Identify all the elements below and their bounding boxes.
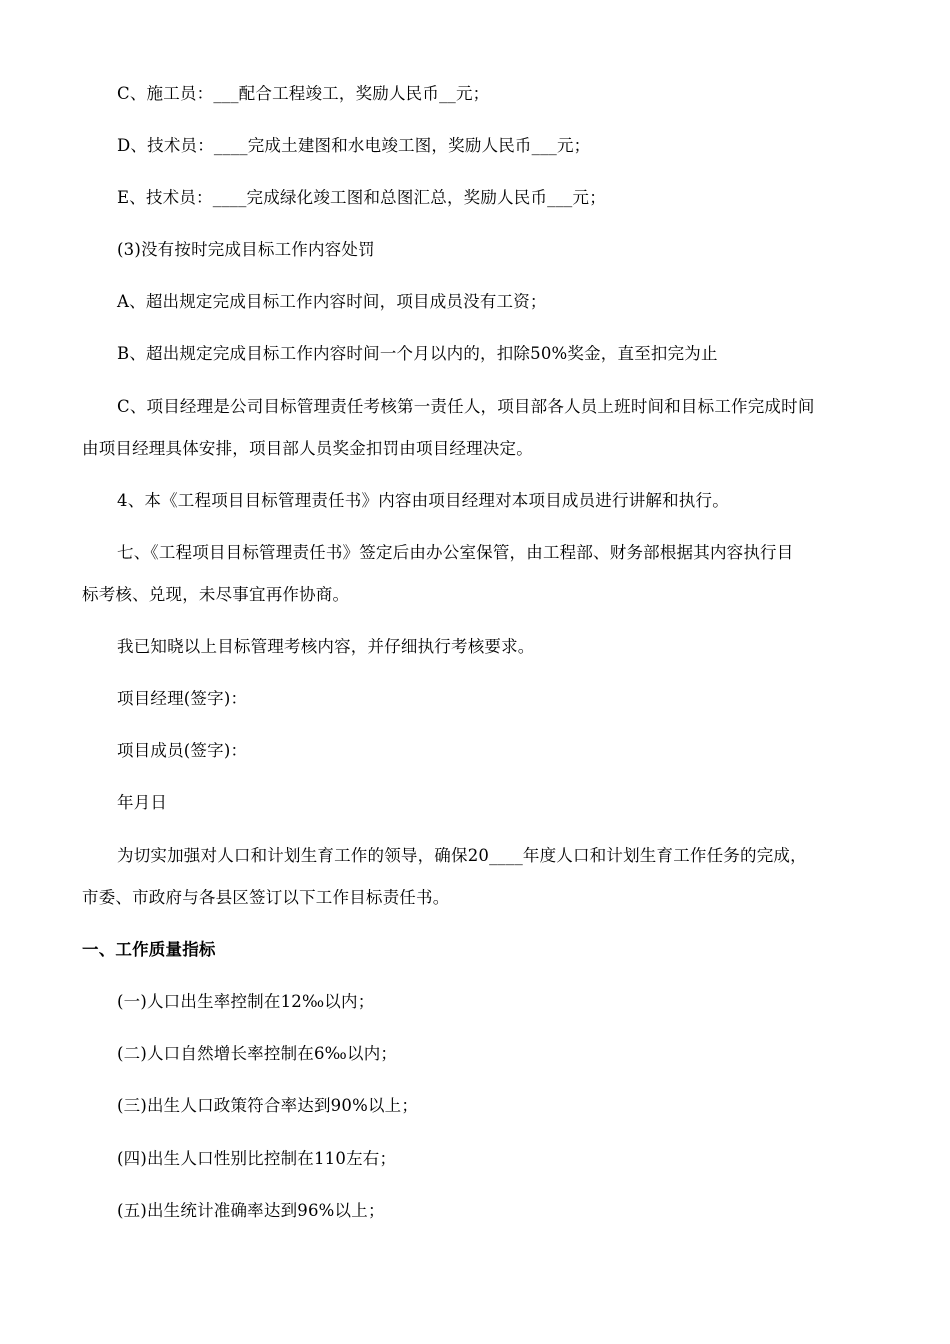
text-line-8: 由项目经理具体安排，项目部人员奖金扣罚由项目经理决定。 xyxy=(82,439,533,458)
text-line-6: B、超出规定完成目标工作内容时间一个月以内的，扣除50%奖金，直至扣完为止 xyxy=(117,344,718,363)
indicator-item-4: (四)出生人口性别比控制在110左右； xyxy=(117,1149,397,1168)
text-line-10: 七、《工程项目目标管理责任书》签定后由办公室保管，由工程部、财务部根据其内容执行目 xyxy=(117,543,794,562)
indicator-item-3: (三)出生人口政策符合率达到90%以上； xyxy=(117,1096,419,1115)
text-line-17: 市委、市政府与各县区签订以下工作目标责任书。 xyxy=(82,888,450,907)
indicator-item-2: (二)人口自然增长率控制在6‰以内； xyxy=(117,1044,398,1063)
text-line-7: C、项目经理是公司目标管理责任考核第一责任人，项目部各人员上班时间和目标工作完成时间 xyxy=(117,397,815,416)
project-manager-signature-line: 项目经理(签字)： xyxy=(117,689,248,708)
text-line-2: D、技术员：____完成土建图和水电竣工图，奖励人民币___元； xyxy=(117,136,591,155)
section-heading: 一、工作质量指标 xyxy=(82,940,216,959)
text-line-1: C、施工员：___配合工程竣工，奖励人民币__元； xyxy=(117,84,490,103)
text-line-5: A、超出规定完成目标工作内容时间，项目成员没有工资； xyxy=(117,292,547,311)
text-line-12: 我已知晓以上目标管理考核内容，并仔细执行考核要求。 xyxy=(117,637,535,656)
text-line-4: (3)没有按时完成目标工作内容处罚 xyxy=(117,240,375,259)
indicator-item-5: (五)出生统计准确率达到96%以上； xyxy=(117,1201,385,1220)
indicator-item-1: (一)人口出生率控制在12‰以内； xyxy=(117,992,375,1011)
date-line: 年月日 xyxy=(117,793,168,812)
text-line-11: 标考核、兑现，未尽事宜再作协商。 xyxy=(82,585,350,604)
text-line-16: 为切实加强对人口和计划生育工作的领导，确保20____年度人口和计划生育工作任务的完成， xyxy=(117,846,807,865)
project-member-signature-line: 项目成员(签字)： xyxy=(117,741,248,760)
text-line-9: 4、本《工程项目目标管理责任书》内容由项目经理对本项目成员进行讲解和执行。 xyxy=(117,491,729,510)
text-line-3: E、技术员：____完成绿化竣工图和总图汇总，奖励人民币___元； xyxy=(117,188,606,207)
